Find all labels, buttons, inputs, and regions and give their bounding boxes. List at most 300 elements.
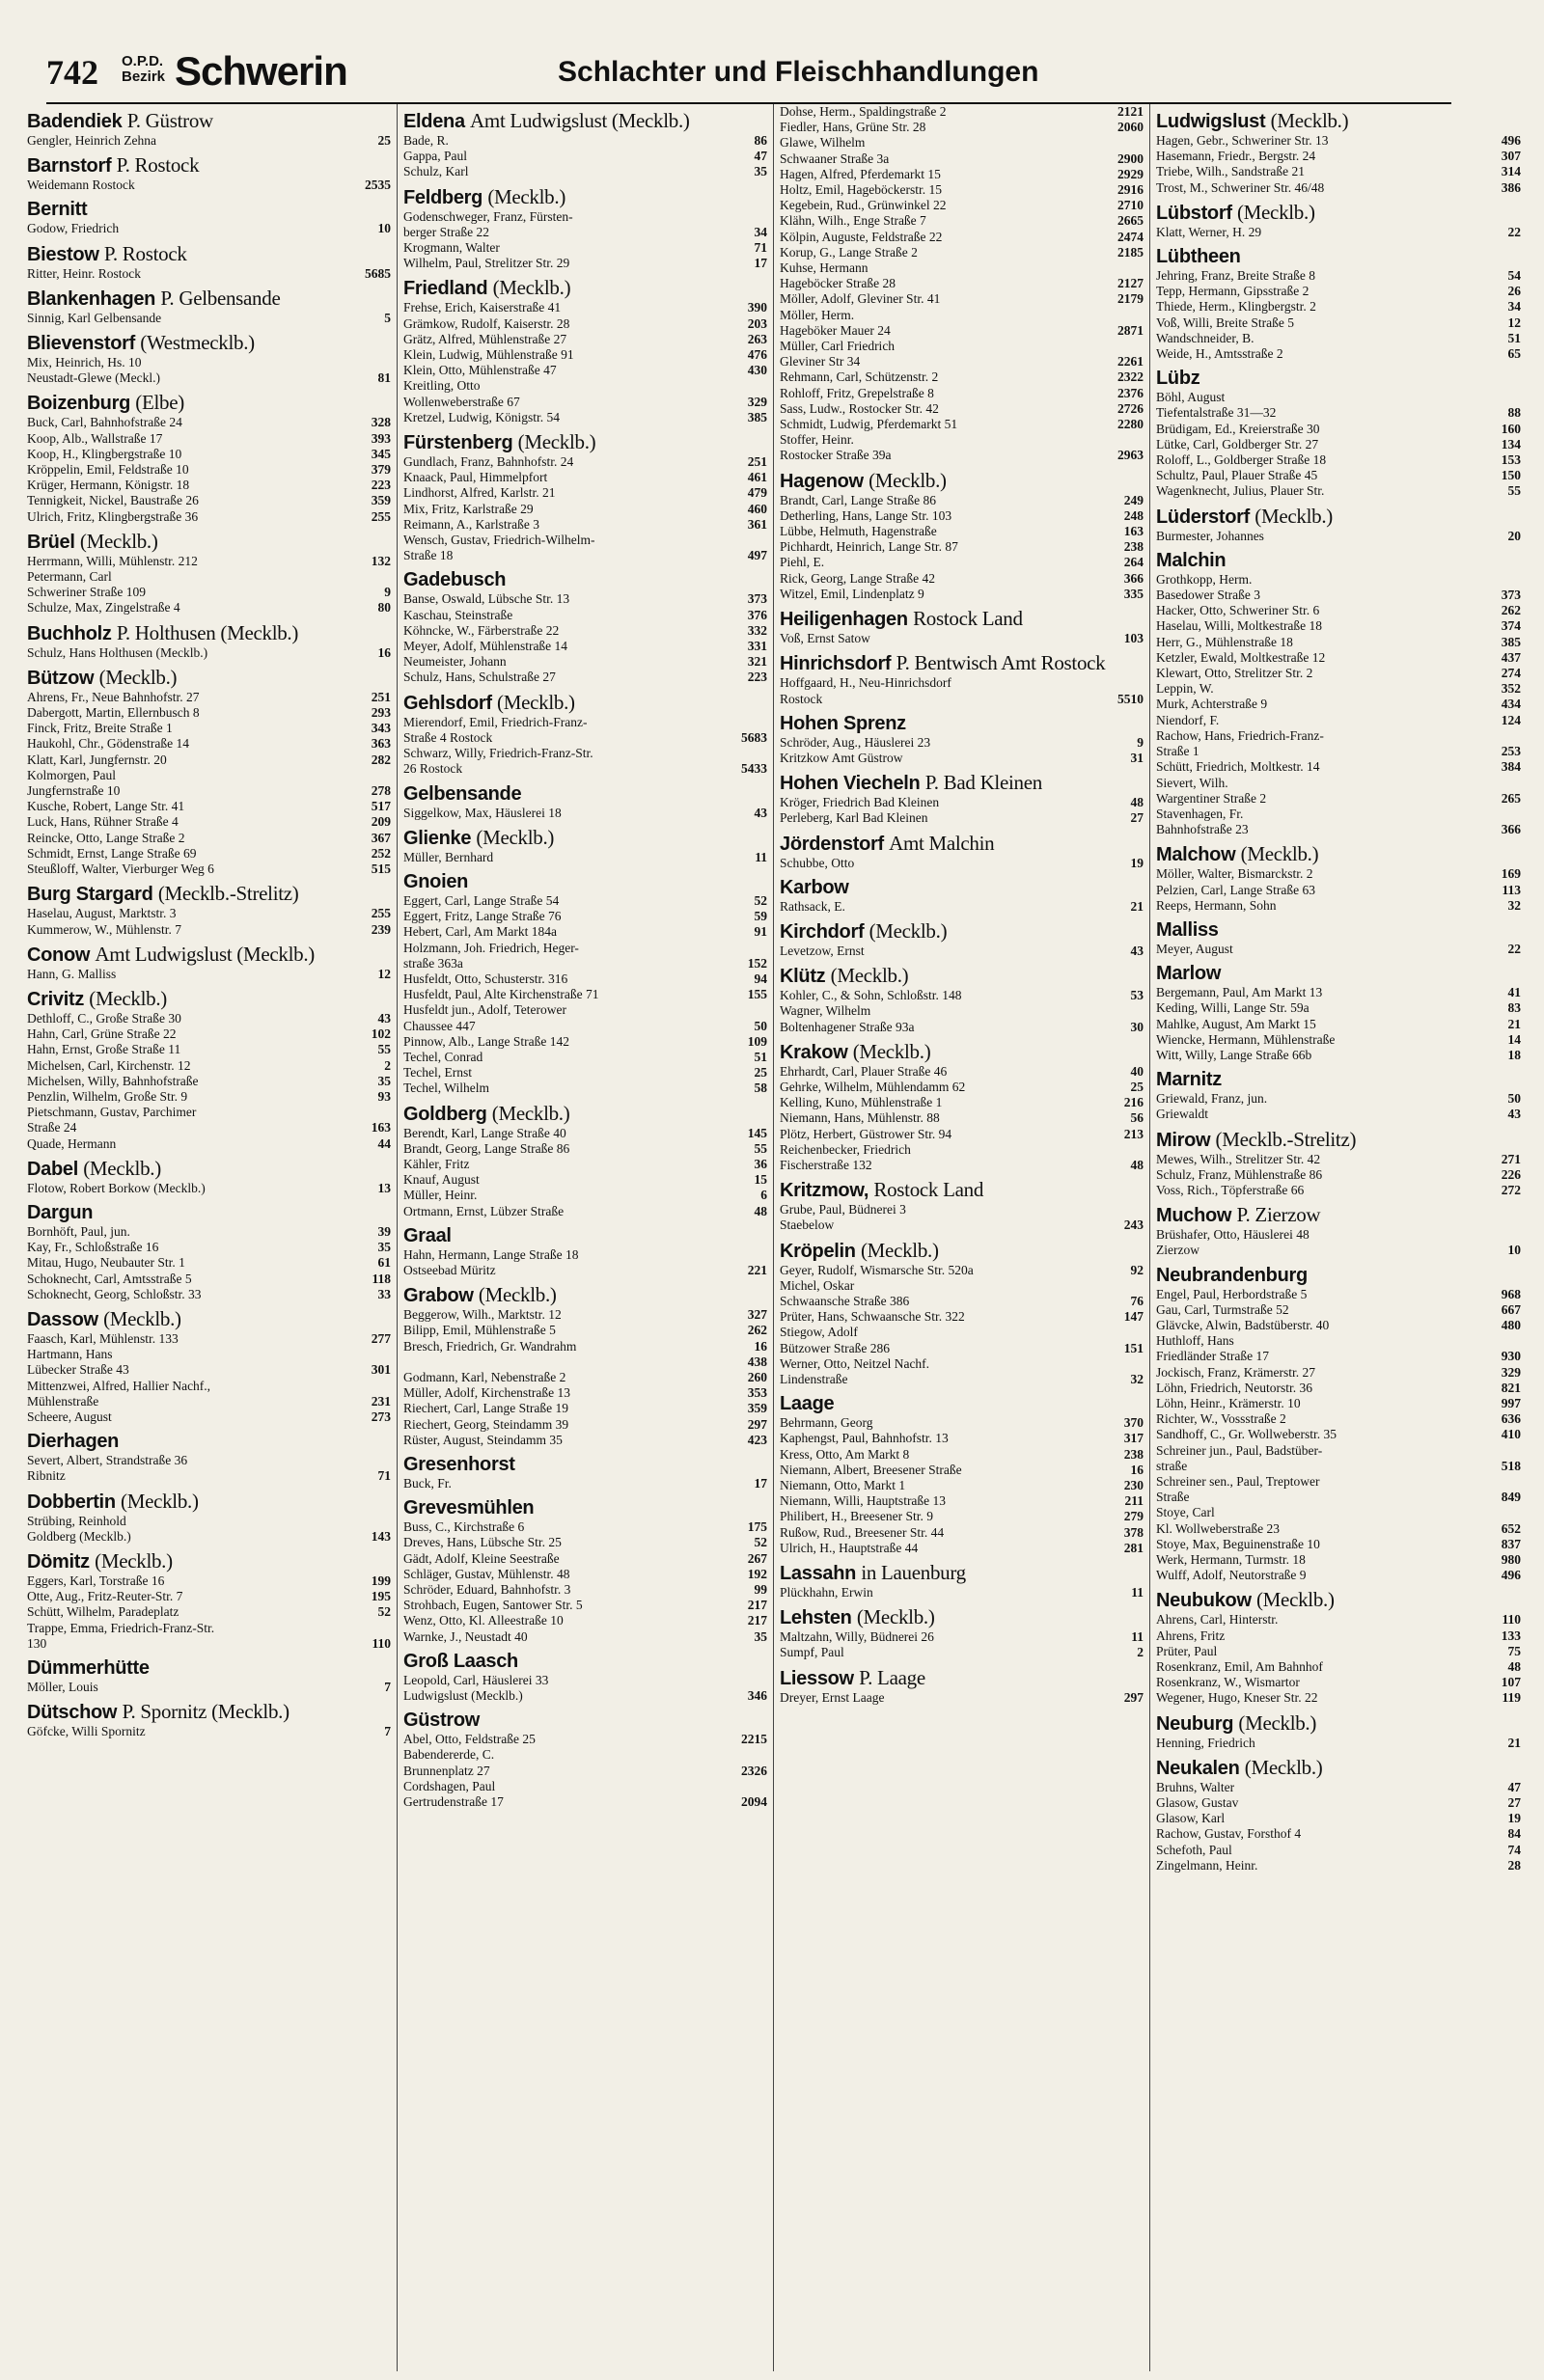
listing-entry (27, 721, 391, 736)
listing-entry (27, 355, 391, 370)
listing-text: Hahn, Hermann, Lange Straße 18 (403, 1246, 579, 1262)
phone-number: 849 (1501, 1490, 1521, 1505)
listing-text: Straße 18 (403, 548, 454, 563)
town-subtitle: (Mecklb.) (103, 1306, 181, 1330)
town-heading (1156, 368, 1521, 390)
columns (21, 104, 1527, 2371)
listing-text: Sumpf, Paul (780, 1645, 844, 1660)
listing-entry (27, 846, 391, 862)
listing-entry (780, 432, 1144, 448)
phone-number (734, 533, 767, 548)
listing-entry (780, 291, 1144, 307)
phone-number: 480 (1501, 1317, 1521, 1332)
town-heading (1156, 1589, 1521, 1612)
listing-text: Levetzow, Ernst (780, 943, 865, 958)
listing-text: Brunnenplatz 27 (403, 1763, 490, 1778)
listing-text (403, 1354, 734, 1370)
listing-text: Schütt, Friedrich, Moltkestr. 14 (1156, 759, 1320, 775)
listing-entry (1156, 468, 1521, 483)
town-subtitle: (Mecklb.) (79, 529, 158, 553)
listing-text: Rathsack, E. (780, 898, 845, 914)
listing-entry (403, 1307, 767, 1323)
listing-entry (27, 645, 391, 661)
town-block (780, 104, 1144, 464)
listing-entry (780, 1645, 1144, 1660)
phone-number: 47 (1507, 1779, 1521, 1794)
town-heading (27, 1701, 391, 1724)
phone-number (1111, 1003, 1144, 1019)
listing-text: Engel, Paul, Herbordstraße 5 (1156, 1286, 1308, 1301)
town-name: Neukalen (1156, 1757, 1240, 1779)
listing-entry (403, 1401, 767, 1416)
phone-number: 103 (1123, 631, 1144, 646)
town-heading (27, 243, 391, 266)
phone-number: 274 (1501, 666, 1521, 681)
town-name: Lübstorf (1156, 202, 1232, 224)
phone-number: 40 (1130, 1063, 1144, 1079)
listing-text: Ahrens, Carl, Hinterstr. (1156, 1612, 1279, 1628)
town-heading (27, 154, 391, 178)
listing-entry (780, 1064, 1144, 1080)
phone-number: 307 (1501, 149, 1521, 164)
town-name: Jördenstorf (780, 833, 884, 855)
listing-entry (780, 213, 1144, 229)
town-heading (403, 1454, 767, 1476)
listing-entry (403, 410, 767, 425)
phone-number: 253 (1501, 744, 1521, 759)
phone-number: 52 (754, 892, 767, 908)
listing-text: Prüter, Hans, Schwaansche Str. 322 (780, 1309, 965, 1325)
listing-text: Babendererde, C. (403, 1747, 495, 1763)
phone-number: 221 (747, 1262, 767, 1277)
listing-entry (1156, 346, 1521, 362)
listing-text: Ulrich, H., Hauptstraße 44 (780, 1540, 919, 1555)
listing-entry (1156, 618, 1521, 634)
listing-entry (27, 967, 391, 982)
town-subtitle: (Mecklb.) (83, 1156, 161, 1180)
town-block (27, 531, 391, 616)
listing-entry (1156, 1843, 1521, 1858)
phone-number (1488, 807, 1521, 822)
phone-number: 81 (377, 370, 391, 386)
listing-text: Müller, Carl Friedrich (780, 339, 896, 354)
listing-text: Bruhns, Walter (1156, 1779, 1235, 1794)
listing-text: Klein, Otto, Mühlenstraße 47 (403, 363, 557, 378)
listing-entry (403, 1354, 767, 1370)
listing-entry (403, 133, 767, 149)
listing-text: Mierendorf, Emil, Friedrich-Franz- (403, 714, 588, 729)
listing-entry (403, 1688, 767, 1704)
listing-text: Jehring, Franz, Breite Straße 8 (1156, 268, 1315, 284)
town-block (403, 1284, 767, 1448)
town-subtitle: in Lauenburg (861, 1561, 966, 1585)
phone-number: 19 (1507, 1811, 1521, 1826)
listing-entry (1156, 1552, 1521, 1568)
phone-number: 837 (1501, 1536, 1521, 1551)
listing-text: Boltenhagener Straße 93a (780, 1019, 915, 1034)
phone-number: 272 (1501, 1182, 1521, 1197)
phone-number: 35 (754, 1628, 767, 1644)
town-name: Lübz (1156, 368, 1200, 390)
listing-entry (27, 585, 391, 600)
listing-text: Schoknecht, Georg, Schloßstr. 33 (27, 1286, 202, 1301)
phone-number: 230 (1123, 1478, 1144, 1492)
listing-text: Perleberg, Karl Bad Kleinen (780, 810, 928, 826)
town-block (27, 1431, 391, 1484)
phone-number: 331 (747, 639, 767, 654)
town-block (780, 920, 1144, 959)
town-name: Dümmerhütte (27, 1657, 150, 1679)
listing-entry (403, 1779, 767, 1794)
town-name: Groß Laasch (403, 1650, 518, 1672)
town-block (403, 1497, 767, 1645)
listing-entry (1156, 1107, 1521, 1122)
listing-entry (780, 1003, 1144, 1019)
listing-text: Dohse, Herm., Spaldingstraße 2 (780, 104, 947, 119)
listing-entry (27, 1362, 391, 1378)
phone-number (1111, 1356, 1144, 1372)
town-block (1156, 1204, 1521, 1258)
listing-entry (27, 1058, 391, 1074)
phone-number: 11 (1131, 1585, 1144, 1600)
town-block (1156, 1069, 1521, 1122)
listing-entry (1156, 1396, 1521, 1411)
phone-number: 2535 (365, 178, 391, 193)
listing-entry (780, 944, 1144, 959)
listing-text: Meyer, Adolf, Mühlenstraße 14 (403, 639, 568, 654)
town-name: Burg Stargard (27, 884, 153, 906)
listing-entry (1156, 1032, 1521, 1048)
town-heading (27, 1308, 391, 1331)
town-block (1156, 246, 1521, 362)
town-block (27, 110, 391, 149)
listing-entry (27, 736, 391, 752)
listing-text: Husfeldt, Otto, Schusterstr. 316 (403, 971, 568, 986)
town-name: Blankenhagen (27, 287, 156, 310)
listing-text: Schweriner Straße 109 (27, 585, 146, 600)
phone-number: 238 (1123, 1446, 1144, 1462)
phone-number: 317 (1123, 1431, 1144, 1446)
listing-entry (403, 987, 767, 1002)
phone-number: 74 (1507, 1842, 1521, 1857)
listing-entry (780, 167, 1144, 182)
listing-entry (1156, 315, 1521, 331)
phone-number: 297 (1123, 1689, 1144, 1705)
town-heading (1156, 1129, 1521, 1152)
phone-number: 107 (1501, 1675, 1521, 1690)
town-heading (1156, 919, 1521, 942)
listing-entry (27, 862, 391, 877)
listing-entry (1156, 1333, 1521, 1349)
listing-text: Bade, R. (403, 133, 449, 148)
phone-number: 5 (384, 310, 391, 325)
phone-number: 2094 (741, 1794, 767, 1810)
phone-number: 636 (1501, 1411, 1521, 1427)
listing-text: Ahrens, Fr., Neue Bahnhofstr. 27 (27, 689, 200, 704)
town-block (27, 243, 391, 282)
listing-entry (780, 1217, 1144, 1233)
listing-text: Köhncke, W., Färberstraße 22 (403, 622, 560, 638)
listing-entry (780, 493, 1144, 508)
listing-entry (27, 370, 391, 386)
listing-entry (27, 1514, 391, 1529)
listing-text: Hageböcker Straße 28 (780, 276, 896, 291)
town-subtitle: (Mecklb.-Strelitz) (1215, 1127, 1357, 1151)
listing-text: Luck, Hans, Rühner Straße 4 (27, 814, 179, 830)
town-block (780, 833, 1144, 871)
listing-text: Husfeldt, Paul, Alte Kirchenstraße 71 (403, 987, 599, 1002)
phone-number (1111, 675, 1144, 691)
town-name: Hinrichsdorf (780, 653, 892, 675)
phone-number: 260 (747, 1369, 767, 1384)
phone-number: 22 (1507, 941, 1521, 956)
phone-number: 517 (371, 799, 391, 814)
town-subtitle: (Mecklb.) (1236, 200, 1315, 224)
phone-number: 997 (1501, 1395, 1521, 1410)
listing-text: straße (1156, 1458, 1188, 1473)
phone-number: 249 (1123, 492, 1144, 507)
listing-text: Stoye, Carl (1156, 1505, 1215, 1520)
phone-number: 2963 (1117, 448, 1144, 463)
phone-number (1111, 1278, 1144, 1294)
listing-entry (403, 1370, 767, 1385)
listing-entry (1156, 1780, 1521, 1795)
phone-number: 16 (377, 644, 391, 660)
listing-entry (403, 347, 767, 363)
phone-number: 55 (1507, 483, 1521, 499)
listing-text: Stoye, Max, Beguinenstraße 10 (1156, 1536, 1320, 1551)
town-name: Lüderstorf (1156, 506, 1251, 528)
listing-entry (27, 1453, 391, 1468)
town-subtitle: P. Zierzow (1236, 1203, 1321, 1227)
phone-number: 460 (747, 501, 767, 516)
phone-number (358, 1347, 391, 1362)
phone-number: 2322 (1117, 369, 1144, 385)
town-subtitle: (Mecklb.) (517, 430, 596, 454)
town-name: Gelbensande (403, 782, 522, 805)
phone-number: 434 (1501, 697, 1521, 712)
listing-entry (1156, 405, 1521, 421)
listing-text: Glävcke, Alwin, Badstüberstr. 40 (1156, 1317, 1330, 1332)
phone-number: 34 (754, 224, 767, 239)
phone-number (358, 569, 391, 585)
listing-text: Stiegow, Adolf (780, 1325, 858, 1340)
phone-number: 17 (754, 1476, 767, 1491)
listing-entry (27, 493, 391, 508)
listing-entry (403, 623, 767, 639)
town-block (1156, 1265, 1521, 1584)
listing-entry (1156, 807, 1521, 822)
listing-text: Brandt, Carl, Lange Straße 86 (780, 492, 936, 507)
town-heading (780, 652, 1144, 675)
town-name: Dobbertin (27, 1491, 116, 1513)
town-heading (403, 186, 767, 209)
phone-number: 54 (1507, 268, 1521, 284)
phone-number: 255 (371, 508, 391, 524)
listing-text: Wilhelm, Paul, Strelitzer Str. 29 (403, 256, 570, 271)
listing-text: Herr, G., Mühlenstraße 18 (1156, 634, 1293, 649)
listing-entry (1156, 1795, 1521, 1811)
phone-number: 20 (1507, 528, 1521, 543)
phone-number: 211 (1124, 1493, 1144, 1509)
listing-text: Klein, Ludwig, Mühlenstraße 91 (403, 347, 574, 363)
phone-number: 223 (747, 670, 767, 685)
listing-entry (403, 591, 767, 607)
phone-number: 13 (377, 1180, 391, 1195)
listing-entry (1156, 776, 1521, 791)
listing-entry (1156, 1568, 1521, 1583)
phone-number: 152 (747, 955, 767, 971)
town-name: Malchow (1156, 844, 1236, 866)
listing-text: Penzlin, Wilhelm, Große Str. 9 (27, 1088, 188, 1104)
town-name: Malliss (1156, 918, 1219, 941)
listing-entry (27, 799, 391, 814)
listing-entry (1156, 1000, 1521, 1016)
listing-entry (403, 1747, 767, 1763)
phone-number: 133 (1501, 1628, 1521, 1643)
town-subtitle: (Mecklb.) (852, 1039, 931, 1063)
phone-number (734, 1002, 767, 1018)
phone-number: 2261 (1117, 354, 1144, 369)
listing-text: Grube, Paul, Büdnerei 3 (780, 1202, 906, 1217)
listing-text: Hann, G. Malliss (27, 966, 117, 981)
town-block (403, 692, 767, 778)
town-block (27, 667, 391, 877)
phone-number: 385 (1501, 634, 1521, 649)
listing-entry (27, 705, 391, 721)
phone-number: 5433 (741, 761, 767, 777)
listing-text: Haukohl, Chr., Gödenstraße 14 (27, 736, 189, 752)
listing-text: Petermann, Carl (27, 569, 112, 585)
phone-number (1488, 390, 1521, 405)
listing-text: Werk, Hermann, Turmstr. 18 (1156, 1552, 1306, 1568)
phone-number: 9 (1137, 734, 1144, 750)
column-1 (21, 104, 398, 2371)
listing-text: Otte, Aug., Fritz-Reuter-Str. 7 (27, 1589, 183, 1604)
town-subtitle: (Mecklb.) (497, 690, 575, 714)
town-heading (403, 783, 767, 806)
phone-number: 50 (1507, 1091, 1521, 1107)
listing-text: Schulz, Franz, Mühlenstraße 86 (1156, 1166, 1323, 1182)
phone-number: 12 (1507, 315, 1521, 330)
listing-text: Schmidt, Ernst, Lange Straße 69 (27, 845, 197, 861)
listing-entry (1156, 1612, 1521, 1628)
phone-number: 113 (1502, 882, 1521, 897)
listing-text: Knauf, August (403, 1172, 480, 1188)
phone-number: 21 (1507, 1016, 1521, 1031)
listing-text: Reimann, A., Karlstraße 3 (403, 516, 539, 532)
town-subtitle: (Mecklb.) (478, 1283, 557, 1307)
listing-text: Niemann, Hans, Mühlenstr. 88 (780, 1110, 940, 1126)
phone-number: 65 (1507, 346, 1521, 362)
phone-number: 239 (371, 921, 391, 937)
town-name: Lehsten (780, 1607, 852, 1629)
listing-entry (1156, 1365, 1521, 1381)
listing-text: Neustadt-Glewe (Meckl.) (27, 370, 160, 386)
listing-text: Lütke, Carl, Goldberger Str. 27 (1156, 436, 1319, 451)
town-block (1156, 843, 1521, 914)
phone-number: 374 (1501, 618, 1521, 634)
town-name: Kirchdorf (780, 920, 865, 943)
town-block (1156, 963, 1521, 1063)
town-name: Lassahn (780, 1563, 857, 1585)
listing-text: Ehrhardt, Carl, Plauer Straße 46 (780, 1063, 948, 1079)
town-heading (27, 988, 391, 1011)
listing-entry (1156, 759, 1521, 775)
listing-text: Krogmann, Walter (403, 240, 500, 256)
listing-text: Schröder, Eduard, Bahnhofstr. 3 (403, 1582, 571, 1598)
town-name: Klütz (780, 966, 826, 988)
listing-text: Weide, H., Amtsstraße 2 (1156, 346, 1283, 362)
listing-entry (780, 1263, 1144, 1278)
town-heading (27, 883, 391, 906)
phone-number: 110 (372, 1635, 391, 1651)
listing-text: Dethloff, C., Große Straße 30 (27, 1010, 181, 1026)
town-heading (403, 1103, 767, 1126)
listing-text: straße 363a (403, 955, 463, 971)
phone-number (1488, 728, 1521, 744)
town-name: Hohen Sprenz (780, 712, 906, 734)
listing-entry (403, 715, 767, 730)
town-subtitle: Amt Ludwigslust (Mecklb.) (95, 942, 315, 966)
phone-number: 2376 (1117, 385, 1144, 400)
listing-text: Roloff, L., Goldberger Straße 18 (1156, 452, 1327, 468)
listing-entry (27, 1621, 391, 1636)
listing-entry (780, 230, 1144, 245)
listing-entry (1156, 650, 1521, 666)
listing-entry (27, 1272, 391, 1287)
page-number: 742 (46, 53, 98, 92)
phone-number: 226 (1501, 1166, 1521, 1182)
town-subtitle: Rostock Land (913, 607, 1023, 631)
listing-text: Straße 24 (27, 1120, 77, 1135)
listing-entry (27, 1181, 391, 1196)
listing-entry (1156, 1227, 1521, 1243)
listing-text: Niemann, Albert, Breesener Straße (780, 1462, 962, 1477)
town-block (780, 713, 1144, 766)
listing-entry (1156, 588, 1521, 603)
town-block (27, 1491, 391, 1545)
town-name: Karbow (780, 876, 849, 898)
town-subtitle: Amt Ludwigslust (Mecklb.) (470, 109, 690, 132)
phone-number: 361 (747, 516, 767, 532)
listing-entry (780, 151, 1144, 167)
town-name: Muchow (1156, 1205, 1232, 1227)
listing-text: Krüger, Hermann, Königstr. 18 (27, 478, 190, 493)
listing-text: Grätz, Alfred, Mühlenstraße 27 (403, 331, 567, 346)
town-block (780, 1667, 1144, 1706)
phone-number: 5685 (365, 265, 391, 281)
listing-text: Rostocker Straße 39a (780, 448, 892, 463)
listing-text: Voß, Willi, Breite Straße 5 (1156, 315, 1294, 330)
listing-text: Bergemann, Paul, Am Markt 13 (1156, 985, 1323, 1000)
phone-number: 277 (371, 1330, 391, 1346)
phone-number: 56 (1130, 1110, 1144, 1126)
phone-number: 430 (747, 363, 767, 378)
listing-entry (1156, 1736, 1521, 1751)
listing-text: Hageböker Mauer 24 (780, 322, 891, 338)
town-heading (27, 1431, 391, 1453)
town-name: Ludwigslust (1156, 111, 1266, 132)
listing-text: Schulz, Karl (403, 164, 469, 179)
phone-number: 980 (1501, 1552, 1521, 1568)
phone-number: 59 (754, 909, 767, 924)
listing-text: Plückhahn, Erwin (780, 1585, 873, 1600)
town-subtitle: P. Rostock (103, 241, 187, 265)
listing-text: Niemann, Willi, Hauptstraße 13 (780, 1493, 947, 1509)
town-heading (780, 1041, 1144, 1064)
listing-text: Mewes, Wilh., Strelitzer Str. 42 (1156, 1151, 1321, 1166)
